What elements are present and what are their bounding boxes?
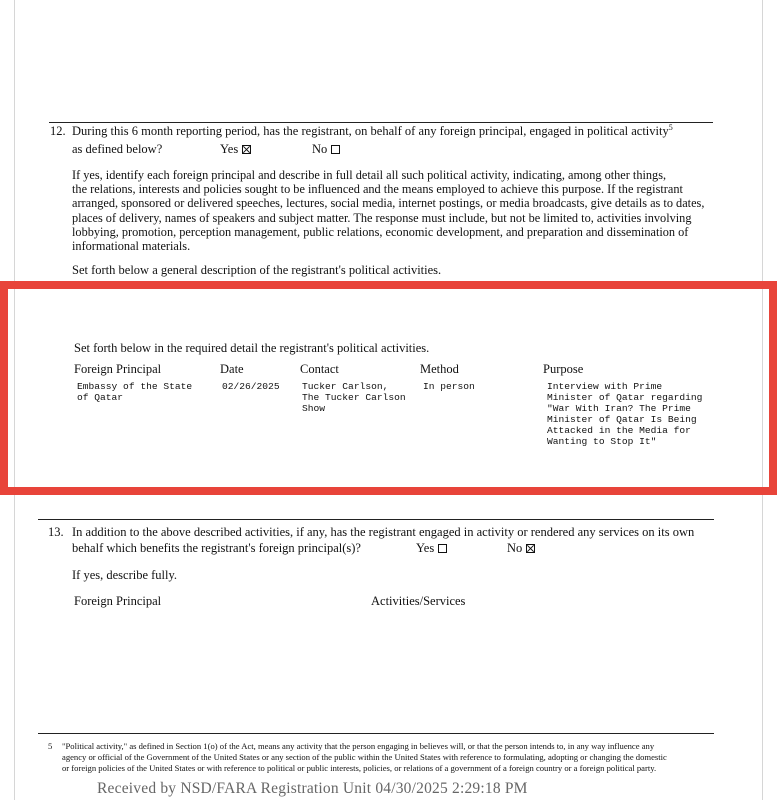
q12-instructions-line: the relations, interests and policies sought to be influenced and the means employed to achieve this purpose. If the registrant bbox=[72, 182, 683, 197]
col-header-contact: Contact bbox=[300, 362, 339, 376]
q13-question-line2: behalf which benefits the registrant's foreign principal(s)? bbox=[72, 541, 361, 555]
q13-col-foreign-principal: Foreign Principal bbox=[74, 594, 162, 608]
row-purpose-line: Minister of Qatar regarding bbox=[547, 392, 703, 403]
footnote-number: 5 bbox=[48, 741, 53, 751]
q12-number: 12. bbox=[50, 124, 66, 138]
q12-general-description-label: Set forth below a general description of the registrant's political activities. bbox=[72, 263, 442, 277]
q12-instructions-line: If yes, identify each foreign principal and describe in full detail all such political activity, indicating, among other things, bbox=[72, 168, 667, 182]
footnote-line: or foreign policies of the United States or with reference to political or public interests, policies, or relations of a government of a foreign country or a foreign political party. bbox=[62, 763, 657, 773]
q12-question-text: During this 6 month reporting period, has the registrant, on behalf of any foreign principal, engaged in political activity bbox=[72, 124, 669, 138]
q12-yes-checkbox[interactable] bbox=[242, 145, 251, 154]
col-header-foreign-principal: Foreign Principal bbox=[74, 362, 162, 376]
footnote-text bbox=[62, 741, 722, 774]
q12-instructions-line: places of delivery, names of speakers and subject matter. The response must include, but not be limited to, activities involving bbox=[72, 210, 692, 225]
q12-no-label: No bbox=[312, 142, 328, 156]
row-purpose-line: Wanting to Stop It" bbox=[547, 436, 657, 447]
q13-yes-checkbox[interactable] bbox=[438, 544, 447, 553]
row-contact-line: The Tucker Carlson bbox=[302, 392, 406, 403]
q12-yes-option[interactable] bbox=[220, 142, 251, 157]
row-contact-line: Tucker Carlson, bbox=[302, 381, 389, 392]
q13-number: 13. bbox=[48, 525, 64, 539]
highlight-frame bbox=[0, 281, 777, 495]
q12-instructions-line: lobbying, promotion, perception management, public relations, economic development, and preparation and dissemination of bbox=[72, 224, 689, 239]
q13-col-activities: Activities/Services bbox=[371, 594, 466, 608]
col-header-purpose: Purpose bbox=[543, 362, 584, 376]
q12-top-rule bbox=[49, 122, 713, 123]
q12-footnote-ref: 5 bbox=[668, 122, 673, 132]
q12-instructions-line: arranged, sponsored or delivered speeches, lectures, social media, internet postings, or media broadcasts, give details as to dates, bbox=[72, 196, 705, 211]
row-date: 02/26/2025 bbox=[222, 381, 280, 392]
q13-no-checkbox[interactable] bbox=[526, 544, 535, 553]
q12-instructions-line: informational materials. bbox=[72, 239, 191, 254]
q13-describe-label: If yes, describe fully. bbox=[72, 568, 178, 582]
row-method: In person bbox=[423, 381, 475, 392]
col-header-date: Date bbox=[220, 362, 244, 376]
q12-instructions bbox=[72, 168, 704, 253]
footnote-rule bbox=[38, 733, 714, 734]
row-purpose-line: Attacked in the Media for bbox=[547, 425, 691, 436]
row-contact-line: Show bbox=[302, 403, 326, 414]
row-foreign-principal-line: Embassy of the State bbox=[77, 381, 193, 392]
q13-no-label: No bbox=[507, 541, 523, 555]
q13-no-option[interactable] bbox=[507, 541, 535, 556]
q13-top-rule bbox=[38, 519, 714, 520]
footnote-line: "Political activity," as defined in Section 1(o) of the Act, means any activity that the person engaging in believes will, or that the person intends to, in any way influence any bbox=[62, 741, 655, 751]
q12-question-line2: as defined below? bbox=[72, 142, 163, 156]
q12-no-option[interactable] bbox=[312, 142, 340, 157]
row-purpose-line: Interview with Prime bbox=[547, 381, 663, 392]
row-purpose-line: Minister of Qatar Is Being bbox=[547, 414, 697, 425]
col-header-method: Method bbox=[420, 362, 459, 376]
q13-yes-label: Yes bbox=[416, 541, 435, 555]
q13-question-line1: In addition to the above described activities, if any, has the registrant engaged in activity or rendered any services on its own bbox=[72, 525, 695, 539]
q12-detail-label: Set forth below in the required detail the registrant's political activities. bbox=[74, 341, 430, 355]
q12-yes-label: Yes bbox=[220, 142, 239, 156]
received-stamp: Received by NSD/FARA Registration Unit 04/30/2025 2:29:18 PM bbox=[97, 780, 528, 797]
q12-question-line1 bbox=[72, 124, 673, 139]
row-purpose-line: "War With Iran? The Prime bbox=[547, 403, 691, 414]
row-foreign-principal-line: of Qatar bbox=[77, 392, 124, 403]
footnote-line: agency or official of the Government of the United States or any section of the public within the United States with reference to formulating, adopting or changing the domestic bbox=[62, 752, 667, 762]
q13-yes-option[interactable] bbox=[416, 541, 447, 556]
q12-no-checkbox[interactable] bbox=[331, 145, 340, 154]
